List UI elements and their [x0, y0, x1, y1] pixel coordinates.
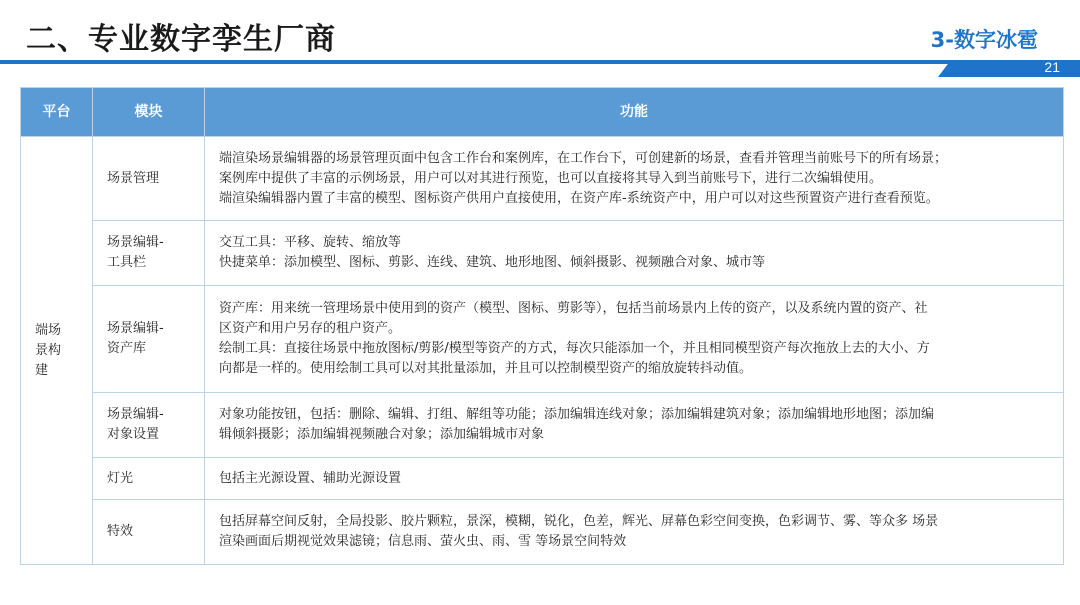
brand-label: 3-数字冰雹	[930, 28, 1038, 52]
table-row	[21, 137, 1064, 221]
function-line: 向都是一样的。使用绘制工具可以对其批量添加，并且可以控制模型资产的缩放旋转抖动值。	[219, 361, 753, 376]
function-line: 区资产和用户另存的租户资产。	[219, 321, 402, 336]
function-line: 资产库：用来统一管理场景中使用到的资产（模型、图标、剪影等），包括当前场景内上传的资产，以及系统内置的资产、社	[219, 301, 928, 316]
column-header-platform: 平台	[21, 88, 93, 137]
feature-table	[20, 87, 1064, 565]
header-divider	[0, 60, 1080, 64]
function-cell	[205, 286, 1064, 393]
page-number: 21	[1044, 59, 1060, 75]
module-cell: 场景管理	[93, 137, 205, 221]
function-line: 案例库中提供了丰富的示例场景，用户可以对其进行预览，也可以直接将其导入到当前账号下，进行二次编辑使用。	[219, 170, 883, 186]
page-title: 二、专业数字孪生厂商	[26, 22, 336, 57]
function-cell	[205, 393, 1064, 458]
function-line: 端渲染场景编辑器的场景管理页面中包含工作台和案例库，在工作台下，可创建新的场景，查看并管理当前账号下的所有场景；	[219, 150, 948, 166]
module-cell: 场景编辑- 资产库	[93, 286, 205, 393]
function-line: 渲染画面后期视觉效果滤镜；信息雨、萤火虫、雨、雪 等场景空间特效	[219, 534, 627, 549]
module-cell: 场景编辑- 对象设置	[93, 393, 205, 458]
table-row	[21, 286, 1064, 393]
function-line: 绘制工具：直接往场景中拖放图标/剪影/模型等资产的方式，每次只能添加一个，并且相同模型资产每次拖放上去的大小、方	[219, 341, 930, 356]
module-cell: 特效	[93, 500, 205, 565]
function-cell	[205, 137, 1064, 221]
function-line: 包括屏幕空间反射，全局投影、胶片颗粒，景深，模糊，锐化，色差，辉光、屏幕色彩空间变换，色彩调节、雾、等众多 场景	[219, 514, 939, 529]
module-cell: 灯光	[93, 458, 205, 500]
column-header-function: 功能	[205, 88, 1064, 137]
table-row	[21, 393, 1064, 458]
table-row	[21, 500, 1064, 565]
function-line: 辑倾斜摄影；添加编辑视频融合对象；添加编辑城市对象	[219, 427, 545, 442]
table-header-row	[21, 88, 1064, 137]
function-cell	[205, 221, 1064, 286]
function-line: 快捷菜单：添加模型、图标、剪影、连线、建筑、地形地图、倾斜摄影、视频融合对象、城市等	[219, 255, 766, 270]
column-header-module: 模块	[93, 88, 205, 137]
function-line: 端渲染编辑器内置了丰富的模型、图标资产供用户直接使用，在资产库-系统资产中，用户可以对这些预置资产进行查看预览。	[219, 190, 939, 206]
function-line: 包括主光源设置、辅助光源设置	[219, 470, 402, 486]
function-line: 交互工具：平移、旋转、缩放等	[219, 235, 402, 250]
function-line: 对象功能按钮，包括：删除、编辑、打组、解组等功能；添加编辑连线对象；添加编辑建筑对象；添加编辑地形地图；添加编	[219, 407, 935, 422]
table-row	[21, 221, 1064, 286]
function-cell	[205, 500, 1064, 565]
platform-cell: 端场 景构 建	[21, 137, 93, 565]
module-cell: 场景编辑- 工具栏	[93, 221, 205, 286]
table-row	[21, 458, 1064, 500]
function-cell	[205, 458, 1064, 500]
